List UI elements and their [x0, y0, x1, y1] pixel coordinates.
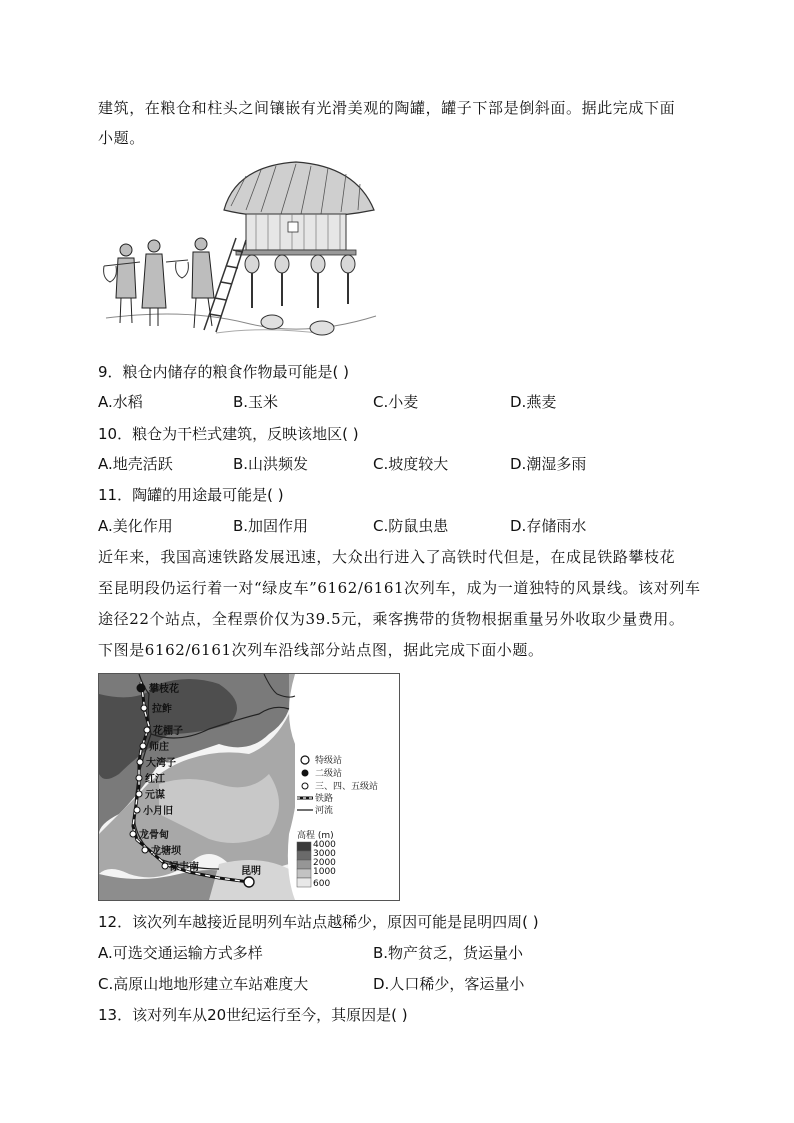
intro-line-1: 建筑，在粮仓和柱头之间镶嵌有光滑美观的陶罐，罐子下部是倒斜面。据此完成下面	[98, 99, 676, 117]
station-label-longgudian: 龙骨甸	[139, 830, 169, 841]
question-12-stem: 12．该次列车越接近昆明列车站点越稀少，原因可能是昆明四周( )	[98, 913, 539, 931]
station-marker-kunming	[244, 877, 254, 887]
station-marker-panzhihua	[137, 684, 145, 692]
station-label-xiaoyuejiu: 小月旧	[143, 806, 173, 817]
question-9-stem: 9．粮仓内储存的粮食作物最可能是( )	[98, 363, 350, 381]
station-label-dawanzi: 大湾子	[146, 758, 176, 769]
elevation-level-2000: 2000	[313, 858, 336, 868]
intro2-line-1: 近年来，我国高速铁路发展迅速，大众出行进入了高铁时代但是，在成昆铁路攀枝花	[98, 548, 676, 566]
intro2-line-4: 下图是6162/6161次列车沿线部分站点图，据此完成下面小题。	[98, 641, 544, 659]
option-b[interactable]: B.加固作用	[233, 517, 309, 535]
legend-second-station: 二级站	[315, 769, 343, 779]
station-marker-xiaoyuejiu	[134, 807, 140, 813]
option-d[interactable]: D.燕麦	[510, 393, 557, 411]
option-a[interactable]: A.地壳活跃	[98, 455, 173, 473]
elevation-level-1000: 1000	[313, 867, 336, 877]
option-c[interactable]: C.高原山地地形建立车站难度大	[98, 975, 309, 993]
station-label-shizhuang: 师庄	[149, 742, 169, 753]
question-10-stem: 10．粮仓为干栏式建筑，反映该地区( )	[98, 425, 359, 443]
option-c[interactable]: C.小麦	[373, 393, 419, 411]
intro2-line-2: 至昆明段仍运行着一对“绿皮车”6162/6161次列车，成为一道独特的风景线。该对列车	[98, 579, 701, 597]
elevation-title: 高程 (m)	[297, 831, 334, 841]
option-b[interactable]: B.玉米	[233, 393, 279, 411]
legend-third-station: 三、四、五级站	[315, 782, 379, 792]
legend-river: 河流	[315, 806, 334, 816]
station-marker-huapengzi	[144, 727, 150, 733]
legend-special-station: 特级站	[315, 756, 343, 766]
elevation-level-600: 600	[313, 879, 331, 889]
option-b[interactable]: B.山洪频发	[233, 455, 309, 473]
option-a[interactable]: A.美化作用	[98, 517, 173, 535]
station-label-hongjiang: 红江	[145, 774, 165, 785]
option-b[interactable]: B.物产贫乏，货运量小	[373, 944, 524, 962]
station-marker-yuanmou	[136, 791, 142, 797]
station-marker-laza	[141, 705, 147, 711]
station-marker-shizhuang	[140, 743, 146, 749]
option-c[interactable]: C.防鼠虫患	[373, 517, 449, 535]
station-marker-lufengnan	[162, 863, 168, 869]
station-label-huapengzi: 花棚子	[153, 726, 183, 737]
option-d[interactable]: D.人口稀少，客运量小	[373, 975, 525, 993]
question-13-stem: 13．该对列车从20世纪运行至今，其原因是( )	[98, 1006, 408, 1024]
legend-railway: 铁路	[315, 794, 334, 804]
intro-line-2: 小题。	[98, 129, 145, 147]
elevation-level-3000: 3000	[313, 849, 336, 859]
station-marker-longgudian	[130, 831, 136, 837]
question-11-stem: 11．陶罐的用途最可能是( )	[98, 486, 284, 504]
option-d[interactable]: D.存储雨水	[510, 517, 587, 535]
station-label-laza: 拉鲊	[152, 704, 172, 715]
station-label-kunming: 昆明	[241, 866, 261, 877]
option-c[interactable]: C.坡度较大	[373, 455, 449, 473]
elevation-level-4000: 4000	[313, 840, 336, 850]
station-marker-longtangba	[142, 847, 148, 853]
option-d[interactable]: D.潮湿多雨	[510, 455, 587, 473]
station-label-panzhihua: 攀枝花	[149, 684, 179, 695]
station-marker-dawanzi	[137, 759, 143, 765]
railway-map	[98, 673, 400, 901]
station-label-longtangba: 龙塘坝	[151, 846, 181, 857]
option-a[interactable]: A.可选交通运输方式多样	[98, 944, 263, 962]
station-marker-hongjiang	[136, 775, 142, 781]
station-label-lufengnan: 禄丰南	[169, 862, 199, 873]
intro2-line-3: 途径22个站点，全程票价仅为39.5元，乘客携带的货物根据重量另外收取少量费用。	[98, 610, 685, 628]
station-label-yuanmou: 元谋	[145, 790, 165, 801]
granary-illustration	[96, 158, 378, 344]
option-a[interactable]: A.水稻	[98, 393, 143, 411]
